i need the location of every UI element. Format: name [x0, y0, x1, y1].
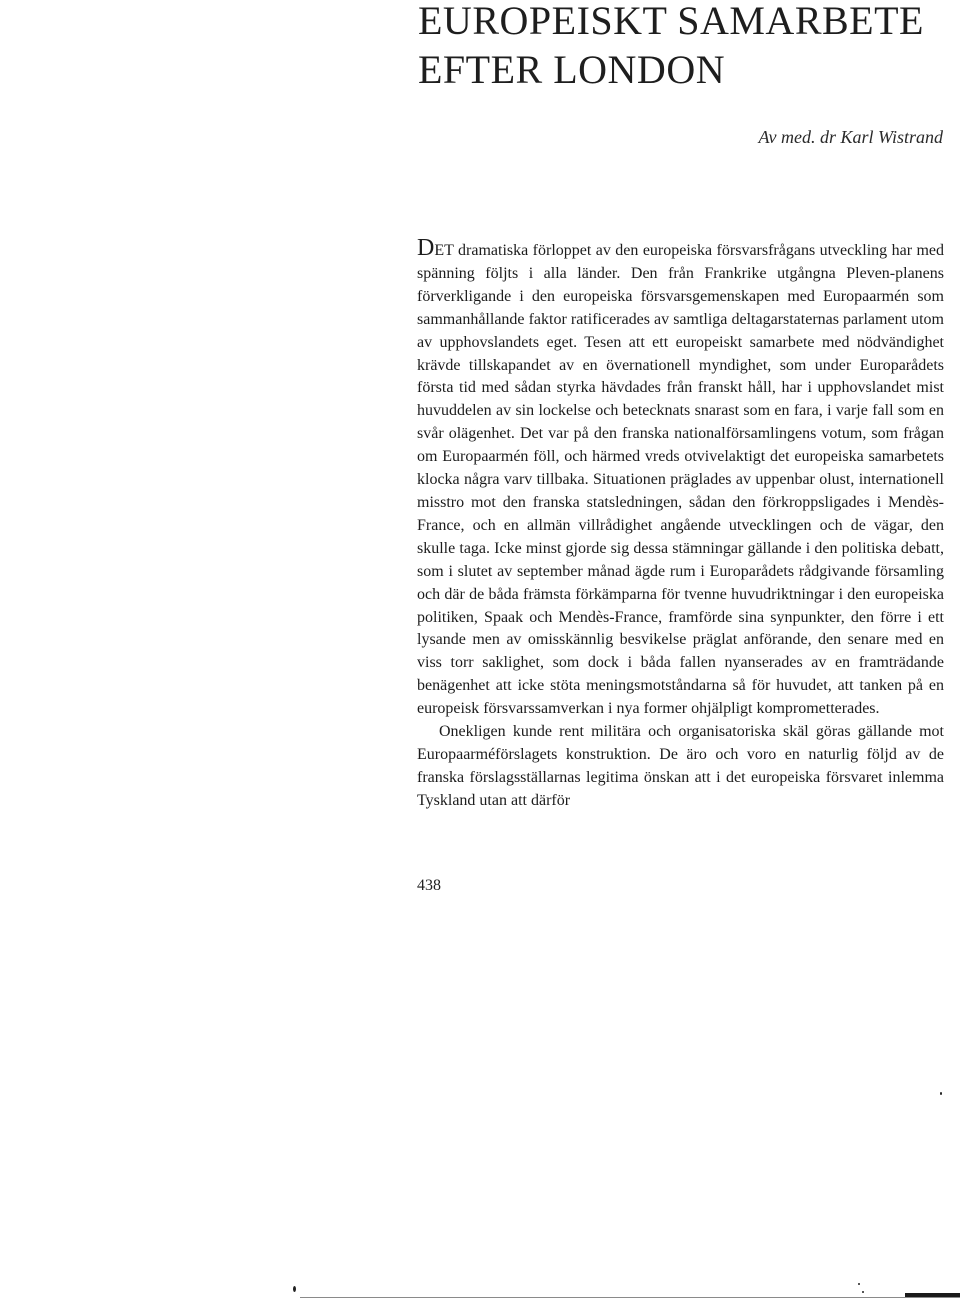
- scan-speck: [858, 1283, 860, 1285]
- paragraph-2: Onekligen kunde rent militära och organisatoriska skäl göras gällande mot Europaarméförslagets konstruktion. De äro och voro en naturlig följd av de franska förslagsställarnas legitima önskan att i det europeiska försvaret inlemma Tyskland utan att därför: [417, 723, 944, 809]
- article-byline: Av med. dr Karl Wistrand: [758, 127, 943, 147]
- drop-cap: D: [417, 235, 435, 261]
- paragraph-1-text: ET dramatiska förloppet av den europeiska försvarsfrågans utveckling har med spänning följts i alla länder. Den från Frankrike utgångna Pleven-planens förverkligande i den europeiska försvarsgemenskapen med Europaarmén som sammanhållande faktor ratificerades av samtliga deltagarstaternas parlament utom av upphovslandets eget. Tesen att ett europeiskt samarbete med nödvändighet krävde tillskapandet av en övernationell myndighet, som under Europarådets första tid med sådan styrka hävdades från franskt håll, har i upphovslandet mist huvuddelen av sin lockelse och betecknats snarast som en fara, i varje fall som en svår olägenhet. Det var på den franska nationalförsamlingens votum, som frågan om Europaarmén föll, och härmed vreds otvivelaktigt det europeiska samarbetets klocka några varv tillbaka. Situationen präglades av uppenbar olust, internationell misstro mot den franska statsledningen, sådan den förkroppsligades i Mendès-France, och en allmän villrådighet angående utvecklingen och de vägar, den skulle taga. Icke minst gjorde sig dessa stämningar gällande i den politiska debatt, som i slutet av september månad ägde rum i Europarådets rådgivande församling och där de båda främsta förkämparna för tvenne huvudriktningar i den europeiska politiken, Spaak och Mendès-France, framförde sina synpunkter, den förre i ett lysande men av omisskännlig besvikelse präglat anförande, den senare med en viss torr saklighet, som dock i båda fallen nyanserades av en framträdande benägenhet att icke stöta meningsmotståndarna så för huvudet, att tanken på en europeisk försvarssamverkan i nya former ohjälpligt komprometterades.: [417, 242, 944, 718]
- scan-edge-line: [300, 1297, 960, 1298]
- scan-speck: [940, 1092, 942, 1095]
- title-line-1: EUROPEISKT SAMARBETE: [418, 0, 924, 43]
- article-title: [418, 0, 924, 94]
- paragraph-1: [417, 235, 944, 721]
- scan-edge-mark: [905, 1293, 960, 1297]
- page-number: 438: [417, 877, 441, 894]
- title-line-2: EFTER LONDON: [418, 47, 726, 92]
- scan-speck: [862, 1291, 864, 1293]
- scan-speck: [293, 1286, 296, 1292]
- article-body: [417, 235, 944, 813]
